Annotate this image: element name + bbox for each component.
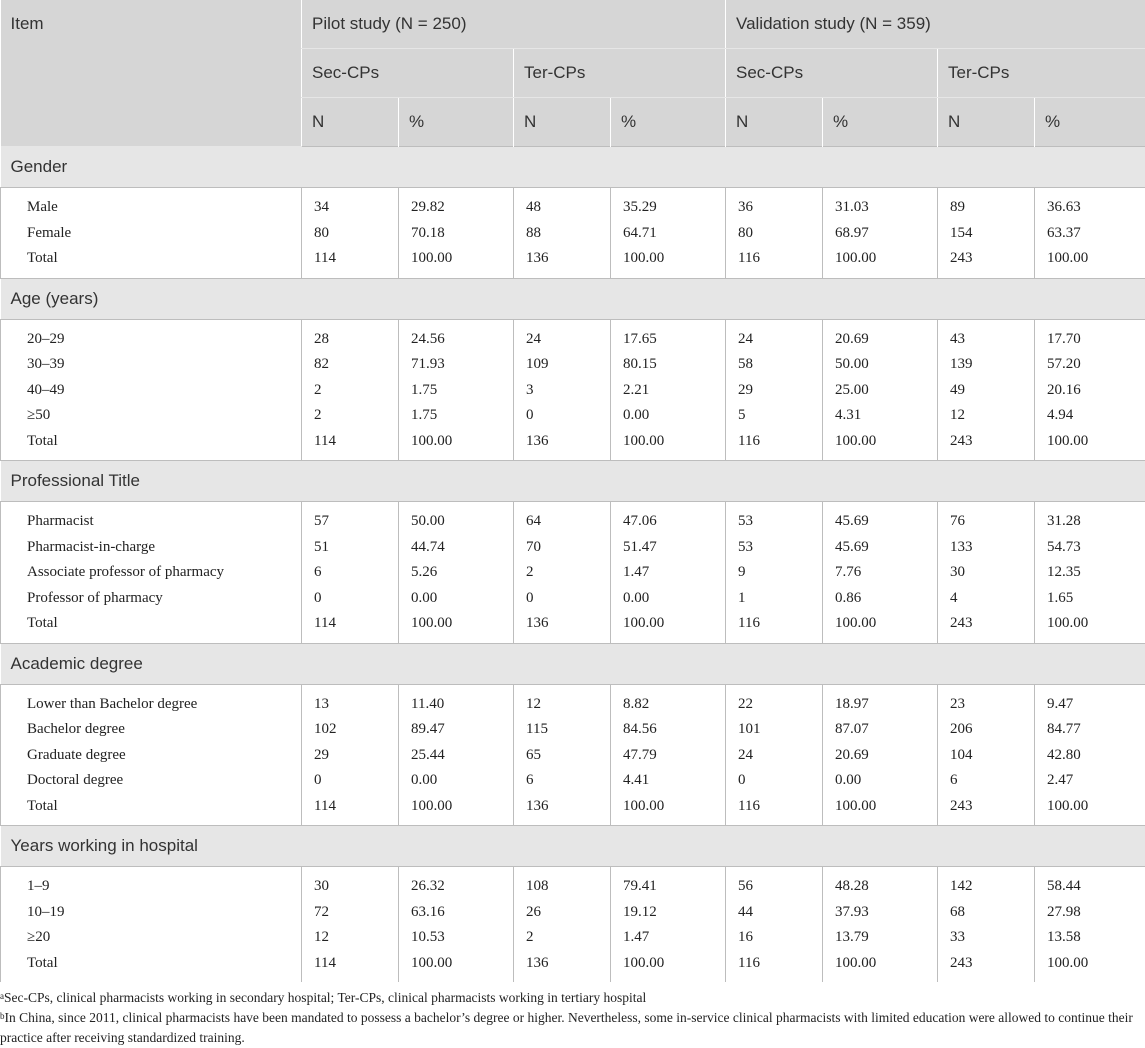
- percent-value: 100.00: [1047, 611, 1145, 637]
- percent-value: 70.18: [411, 221, 513, 247]
- percent-value: 29.82: [411, 195, 513, 221]
- percent-value: 1.75: [411, 403, 513, 429]
- row-label: Total: [27, 429, 301, 455]
- header-percent: %: [399, 98, 514, 147]
- percent-value: 17.70: [1047, 327, 1145, 353]
- count-value: 136: [526, 246, 610, 272]
- count-value: 243: [950, 794, 1034, 820]
- percent-value: 4.94: [1047, 403, 1145, 429]
- row-labels-cell: [1, 502, 302, 644]
- section-title: Years working in hospital: [1, 826, 1145, 867]
- row-label: 30–39: [27, 352, 301, 378]
- percent-value: 24.56: [411, 327, 513, 353]
- percent-value: 20.69: [835, 743, 937, 769]
- percent-value: 100.00: [835, 794, 937, 820]
- values-cell: [938, 319, 1035, 461]
- header-percent: %: [1035, 98, 1145, 147]
- section-data-row: [1, 684, 1145, 826]
- count-value: 142: [950, 874, 1034, 900]
- count-value: 57: [314, 509, 398, 535]
- values-cell: [1035, 188, 1145, 279]
- footnote: [0, 988, 1135, 1008]
- count-value: 102: [314, 717, 398, 743]
- header-row-study: [1, 0, 1145, 49]
- row-label: 1–9: [27, 874, 301, 900]
- percent-value: 100.00: [835, 429, 937, 455]
- percent-value: 100.00: [1047, 794, 1145, 820]
- count-value: 136: [526, 794, 610, 820]
- row-label: Female: [27, 221, 301, 247]
- percent-value: 100.00: [411, 429, 513, 455]
- percent-value: 44.74: [411, 535, 513, 561]
- percent-value: 35.29: [623, 195, 725, 221]
- values-cell: [302, 502, 399, 644]
- count-value: 12: [950, 403, 1034, 429]
- row-label: Professor of pharmacy: [27, 586, 301, 612]
- footnote-mark: b: [0, 1011, 5, 1021]
- count-value: 2: [526, 925, 610, 951]
- count-value: 6: [314, 560, 398, 586]
- percent-value: 58.44: [1047, 874, 1145, 900]
- row-label: Doctoral degree: [27, 768, 301, 794]
- values-cell: [514, 319, 611, 461]
- count-value: 23: [950, 692, 1034, 718]
- count-value: 53: [738, 509, 822, 535]
- count-value: 1: [738, 586, 822, 612]
- count-value: 0: [526, 403, 610, 429]
- percent-value: 7.76: [835, 560, 937, 586]
- count-value: 2: [314, 403, 398, 429]
- values-cell: [514, 188, 611, 279]
- count-value: 12: [526, 692, 610, 718]
- row-labels-cell: [1, 684, 302, 826]
- count-value: 58: [738, 352, 822, 378]
- values-cell: [399, 867, 514, 983]
- values-cell: [823, 188, 938, 279]
- percent-value: 13.58: [1047, 925, 1145, 951]
- values-cell: [611, 188, 726, 279]
- percent-value: 25.44: [411, 743, 513, 769]
- percent-value: 100.00: [623, 611, 725, 637]
- header-group: Sec-CPs: [302, 49, 514, 98]
- count-value: 2: [314, 378, 398, 404]
- percent-value: 100.00: [411, 794, 513, 820]
- footnote: [0, 1008, 1135, 1048]
- row-label: Total: [27, 246, 301, 272]
- table-body: [1, 147, 1145, 983]
- percent-value: 48.28: [835, 874, 937, 900]
- count-value: 53: [738, 535, 822, 561]
- percent-value: 84.77: [1047, 717, 1145, 743]
- percent-value: 89.47: [411, 717, 513, 743]
- section-data-row: [1, 188, 1145, 279]
- percent-value: 100.00: [835, 611, 937, 637]
- percent-value: 100.00: [1047, 246, 1145, 272]
- percent-value: 68.97: [835, 221, 937, 247]
- percent-value: 1.65: [1047, 586, 1145, 612]
- percent-value: 8.82: [623, 692, 725, 718]
- percent-value: 20.16: [1047, 378, 1145, 404]
- header-n: N: [938, 98, 1035, 147]
- count-value: 49: [950, 378, 1034, 404]
- count-value: 109: [526, 352, 610, 378]
- percent-value: 54.73: [1047, 535, 1145, 561]
- count-value: 80: [314, 221, 398, 247]
- section-title: Academic degree: [1, 643, 1145, 684]
- header-item: Item: [1, 0, 302, 147]
- percent-value: 100.00: [835, 951, 937, 977]
- count-value: 24: [526, 327, 610, 353]
- count-value: 136: [526, 611, 610, 637]
- header-pilot-study: Pilot study (N = 250): [302, 0, 726, 49]
- header-group: Sec-CPs: [726, 49, 938, 98]
- count-value: 104: [950, 743, 1034, 769]
- percent-value: 4.31: [835, 403, 937, 429]
- row-label: 10–19: [27, 900, 301, 926]
- row-label: Male: [27, 195, 301, 221]
- values-cell: [938, 867, 1035, 983]
- count-value: 243: [950, 246, 1034, 272]
- row-label: Pharmacist-in-charge: [27, 535, 301, 561]
- percent-value: 63.37: [1047, 221, 1145, 247]
- section-title: Professional Title: [1, 461, 1145, 502]
- count-value: 116: [738, 429, 822, 455]
- values-cell: [1035, 684, 1145, 826]
- values-cell: [1035, 867, 1145, 983]
- percent-value: 0.00: [411, 768, 513, 794]
- count-value: 243: [950, 611, 1034, 637]
- count-value: 0: [526, 586, 610, 612]
- count-value: 114: [314, 429, 398, 455]
- count-value: 30: [950, 560, 1034, 586]
- count-value: 24: [738, 743, 822, 769]
- count-value: 88: [526, 221, 610, 247]
- percent-value: 31.28: [1047, 509, 1145, 535]
- percent-value: 37.93: [835, 900, 937, 926]
- count-value: 65: [526, 743, 610, 769]
- percent-value: 50.00: [411, 509, 513, 535]
- count-value: 136: [526, 951, 610, 977]
- percent-value: 100.00: [623, 429, 725, 455]
- count-value: 24: [738, 327, 822, 353]
- values-cell: [302, 319, 399, 461]
- row-label: Total: [27, 611, 301, 637]
- percent-value: 26.32: [411, 874, 513, 900]
- count-value: 82: [314, 352, 398, 378]
- row-label: 20–29: [27, 327, 301, 353]
- count-value: 48: [526, 195, 610, 221]
- footnote-text: Sec-CPs, clinical pharmacists working in secondary hospital; Ter-CPs, clinical pharmacists working in tertiary hospital: [4, 990, 646, 1005]
- count-value: 115: [526, 717, 610, 743]
- values-cell: [823, 502, 938, 644]
- values-cell: [726, 188, 823, 279]
- count-value: 116: [738, 951, 822, 977]
- percent-value: 84.56: [623, 717, 725, 743]
- values-cell: [726, 867, 823, 983]
- count-value: 26: [526, 900, 610, 926]
- count-value: 114: [314, 951, 398, 977]
- values-cell: [1035, 319, 1145, 461]
- section-data-row: [1, 502, 1145, 644]
- count-value: 64: [526, 509, 610, 535]
- count-value: 2: [526, 560, 610, 586]
- percent-value: 2.47: [1047, 768, 1145, 794]
- count-value: 243: [950, 429, 1034, 455]
- count-value: 51: [314, 535, 398, 561]
- count-value: 13: [314, 692, 398, 718]
- percent-value: 20.69: [835, 327, 937, 353]
- footnotes: [0, 982, 1145, 1048]
- count-value: 29: [738, 378, 822, 404]
- percent-value: 79.41: [623, 874, 725, 900]
- values-cell: [611, 502, 726, 644]
- values-cell: [938, 684, 1035, 826]
- section-header-row: [1, 461, 1145, 502]
- percent-value: 0.00: [835, 768, 937, 794]
- row-label: ≥20: [27, 925, 301, 951]
- count-value: 133: [950, 535, 1034, 561]
- percent-value: 100.00: [623, 951, 725, 977]
- count-value: 5: [738, 403, 822, 429]
- count-value: 6: [950, 768, 1034, 794]
- section-title: Gender: [1, 147, 1145, 188]
- percent-value: 36.63: [1047, 195, 1145, 221]
- percent-value: 0.86: [835, 586, 937, 612]
- values-cell: [399, 502, 514, 644]
- section-header-row: [1, 147, 1145, 188]
- header-n: N: [726, 98, 823, 147]
- row-label: Pharmacist: [27, 509, 301, 535]
- count-value: 9: [738, 560, 822, 586]
- count-value: 16: [738, 925, 822, 951]
- percent-value: 57.20: [1047, 352, 1145, 378]
- count-value: 80: [738, 221, 822, 247]
- percent-value: 100.00: [623, 246, 725, 272]
- header-percent: %: [823, 98, 938, 147]
- row-label: 40–49: [27, 378, 301, 404]
- row-labels-cell: [1, 319, 302, 461]
- values-cell: [302, 684, 399, 826]
- values-cell: [611, 684, 726, 826]
- count-value: 0: [314, 768, 398, 794]
- percent-value: 100.00: [1047, 429, 1145, 455]
- percent-value: 27.98: [1047, 900, 1145, 926]
- values-cell: [823, 319, 938, 461]
- values-cell: [302, 188, 399, 279]
- percent-value: 51.47: [623, 535, 725, 561]
- header-n: N: [514, 98, 611, 147]
- percent-value: 100.00: [411, 611, 513, 637]
- values-cell: [726, 319, 823, 461]
- percent-value: 5.26: [411, 560, 513, 586]
- percent-value: 63.16: [411, 900, 513, 926]
- count-value: 76: [950, 509, 1034, 535]
- values-cell: [938, 502, 1035, 644]
- percent-value: 1.47: [623, 925, 725, 951]
- values-cell: [726, 684, 823, 826]
- count-value: 56: [738, 874, 822, 900]
- percent-value: 100.00: [411, 246, 513, 272]
- percent-value: 64.71: [623, 221, 725, 247]
- percent-value: 100.00: [623, 794, 725, 820]
- percent-value: 50.00: [835, 352, 937, 378]
- values-cell: [302, 867, 399, 983]
- percent-value: 87.07: [835, 717, 937, 743]
- percent-value: 13.79: [835, 925, 937, 951]
- count-value: 4: [950, 586, 1034, 612]
- footnote-text: In China, since 2011, clinical pharmacists have been mandated to possess a bachelor’s degree or higher. Nevertheless, some in-service clinical pharmacists with limited education were allowed to continue their practice after receiving standardized training.: [0, 1010, 1133, 1045]
- percent-value: 18.97: [835, 692, 937, 718]
- percent-value: 100.00: [1047, 951, 1145, 977]
- row-label: Total: [27, 794, 301, 820]
- count-value: 44: [738, 900, 822, 926]
- percent-value: 71.93: [411, 352, 513, 378]
- count-value: 89: [950, 195, 1034, 221]
- count-value: 6: [526, 768, 610, 794]
- table-header: [1, 0, 1145, 147]
- values-cell: [938, 188, 1035, 279]
- count-value: 33: [950, 925, 1034, 951]
- percent-value: 45.69: [835, 535, 937, 561]
- percent-value: 31.03: [835, 195, 937, 221]
- percent-value: 4.41: [623, 768, 725, 794]
- section-header-row: [1, 826, 1145, 867]
- row-label: Lower than Bachelor degree: [27, 692, 301, 718]
- header-n: N: [302, 98, 399, 147]
- count-value: 12: [314, 925, 398, 951]
- section-data-row: [1, 867, 1145, 983]
- values-cell: [514, 867, 611, 983]
- percent-value: 100.00: [411, 951, 513, 977]
- percent-value: 45.69: [835, 509, 937, 535]
- percent-value: 12.35: [1047, 560, 1145, 586]
- percent-value: 42.80: [1047, 743, 1145, 769]
- percent-value: 0.00: [411, 586, 513, 612]
- count-value: 72: [314, 900, 398, 926]
- values-cell: [611, 867, 726, 983]
- percent-value: 0.00: [623, 403, 725, 429]
- section-header-row: [1, 278, 1145, 319]
- section-data-row: [1, 319, 1145, 461]
- row-label: ≥50: [27, 403, 301, 429]
- count-value: 116: [738, 611, 822, 637]
- count-value: 154: [950, 221, 1034, 247]
- values-cell: [399, 188, 514, 279]
- count-value: 43: [950, 327, 1034, 353]
- count-value: 0: [738, 768, 822, 794]
- count-value: 243: [950, 951, 1034, 977]
- values-cell: [726, 502, 823, 644]
- count-value: 30: [314, 874, 398, 900]
- count-value: 34: [314, 195, 398, 221]
- count-value: 136: [526, 429, 610, 455]
- percent-value: 17.65: [623, 327, 725, 353]
- header-group: Ter-CPs: [938, 49, 1145, 98]
- count-value: 0: [314, 586, 398, 612]
- values-cell: [399, 319, 514, 461]
- count-value: 114: [314, 246, 398, 272]
- percent-value: 1.47: [623, 560, 725, 586]
- row-labels-cell: [1, 867, 302, 983]
- count-value: 22: [738, 692, 822, 718]
- percent-value: 25.00: [835, 378, 937, 404]
- footnote-mark: a: [0, 991, 4, 1001]
- count-value: 116: [738, 794, 822, 820]
- percent-value: 80.15: [623, 352, 725, 378]
- percent-value: 11.40: [411, 692, 513, 718]
- values-cell: [611, 319, 726, 461]
- row-label: Bachelor degree: [27, 717, 301, 743]
- header-validation-study: Validation study (N = 359): [726, 0, 1145, 49]
- count-value: 36: [738, 195, 822, 221]
- count-value: 108: [526, 874, 610, 900]
- percent-value: 1.75: [411, 378, 513, 404]
- count-value: 101: [738, 717, 822, 743]
- count-value: 29: [314, 743, 398, 769]
- section-title: Age (years): [1, 278, 1145, 319]
- percent-value: 100.00: [835, 246, 937, 272]
- values-cell: [399, 684, 514, 826]
- row-label: Graduate degree: [27, 743, 301, 769]
- percent-value: 10.53: [411, 925, 513, 951]
- count-value: 116: [738, 246, 822, 272]
- row-label: Associate professor of pharmacy: [27, 560, 301, 586]
- header-group: Ter-CPs: [514, 49, 726, 98]
- header-percent: %: [611, 98, 726, 147]
- values-cell: [514, 684, 611, 826]
- count-value: 3: [526, 378, 610, 404]
- section-header-row: [1, 643, 1145, 684]
- count-value: 114: [314, 611, 398, 637]
- count-value: 139: [950, 352, 1034, 378]
- count-value: 70: [526, 535, 610, 561]
- values-cell: [823, 684, 938, 826]
- values-cell: [1035, 502, 1145, 644]
- values-cell: [823, 867, 938, 983]
- row-labels-cell: [1, 188, 302, 279]
- percent-value: 0.00: [623, 586, 725, 612]
- values-cell: [514, 502, 611, 644]
- percent-value: 47.79: [623, 743, 725, 769]
- percent-value: 2.21: [623, 378, 725, 404]
- percent-value: 19.12: [623, 900, 725, 926]
- count-value: 28: [314, 327, 398, 353]
- count-value: 114: [314, 794, 398, 820]
- percent-value: 47.06: [623, 509, 725, 535]
- count-value: 206: [950, 717, 1034, 743]
- row-label: Total: [27, 951, 301, 977]
- count-value: 68: [950, 900, 1034, 926]
- percent-value: 9.47: [1047, 692, 1145, 718]
